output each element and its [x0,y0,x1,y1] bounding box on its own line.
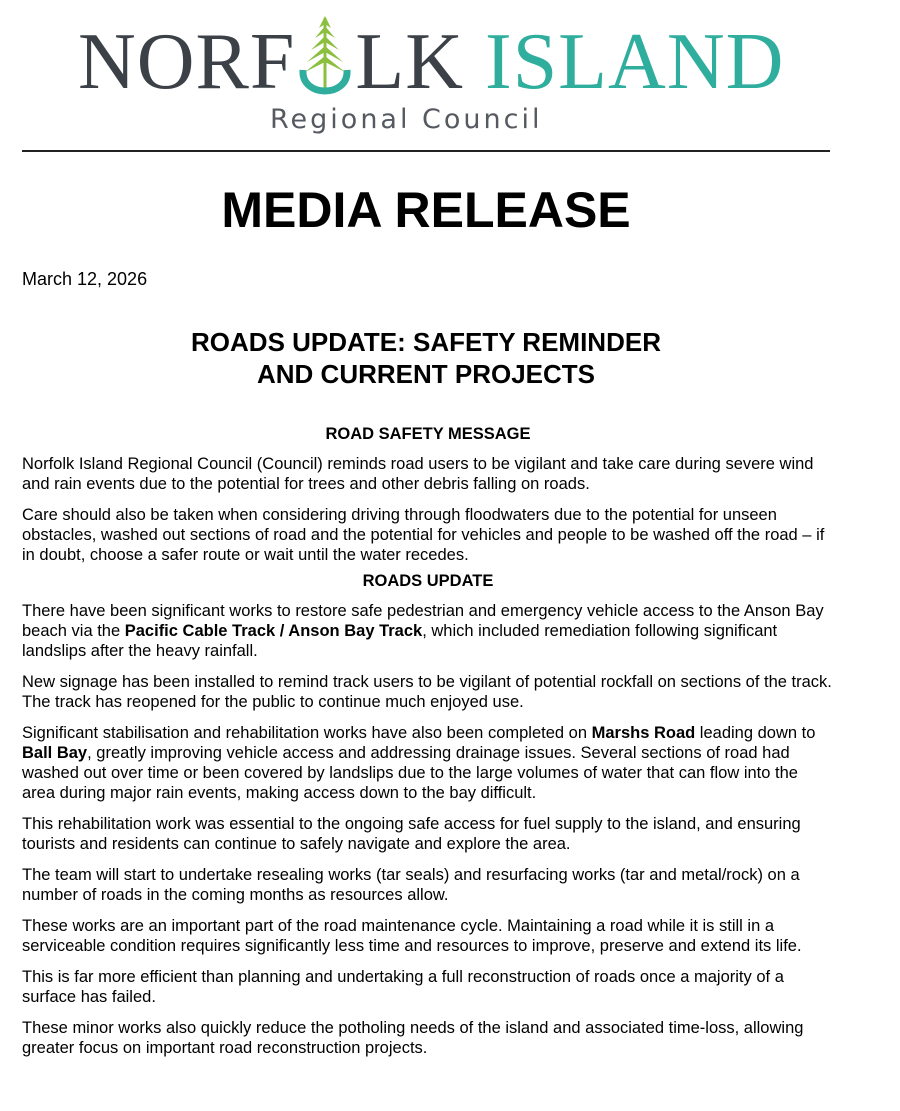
release-date: March 12, 2026 [22,269,148,289]
paragraph-text: , which included remediation following significant landslips after the heavy rainfall. [22,622,778,660]
headline-line-2: AND CURRENT PROJECTS [256,359,596,389]
paragraph-text: leading down to [695,724,816,742]
release-headline [0,326,852,390]
paragraph: This rehabilitation work was essential to the ongoing safe access for fuel supply to the island, and ensuring tourists and residents can continue to safely navigate and explore the area. [22,815,801,853]
paragraph: Care should also be taken when considering driving through floodwaters due to the potential for unseen obstacles, washed out sections of road and the potential for vehicles and people to be washed off the road – if in doubt, choose a safer route or wait until the water recedes. [22,506,825,564]
section-title-roads-update: ROADS UPDATE [362,572,494,590]
logo-word-island: ISLAND [485,18,785,106]
bold-road-name: Marshs Road [591,724,696,742]
bold-bay-name: Ball Bay [22,744,88,762]
section-title-road-safety: ROAD SAFETY MESSAGE [325,425,531,443]
paragraph: These works are an important part of the road maintenance cycle. Maintaining a road while it is still in a serviceable condition requires significantly less time and resources to improve, preserve and extend its life. [22,917,802,955]
letterhead [0,0,900,152]
paragraph: These minor works also quickly reduce the potholing needs of the island and associated time-loss, allowing greater focus on important road reconstruction projects. [22,1019,804,1057]
document-title: MEDIA RELEASE [221,182,631,238]
council-logo [78,18,785,106]
paragraph: New signage has been installed to remind track users to be vigilant of potential rockfall on sections of the track. The track has reopened for the public to continue much enjoyed use. [22,673,832,711]
paragraph-text: , greatly improving vehicle access and addressing drainage issues. Several sections of road had washed out over time or been covered by landslips due to the large volumes of water that can flow into the area during major rain events, making access down to the bay difficult. [22,744,798,802]
pine-tree-icon [295,22,355,102]
paragraph-text: There have been significant works to restore safe pedestrian and emergency vehicle access to the Anson Bay beach via the [22,602,824,640]
paragraph: This is far more efficient than planning and undertaking a full reconstruction of roads once a majority of a surface has failed. [22,968,784,1006]
logo-word-norf: NORF [78,18,296,106]
headline-line-1: ROADS UPDATE: SAFETY REMINDER [191,327,661,357]
paragraph [22,723,834,803]
paragraph [22,601,834,661]
bold-track-name: Pacific Cable Track / Anson Bay Track [124,622,423,640]
logo-word-lk: LK [355,18,465,106]
paragraph: Norfolk Island Regional Council (Council) reminds road users to be vigilant and take care during severe wind and rain events due to the potential for trees and other debris falling on roads. [22,455,814,493]
logo-subtitle: Regional Council [270,104,543,135]
paragraph-text: Significant stabilisation and rehabilitation works have also been completed on [22,724,592,742]
paragraph: The team will start to undertake resealing works (tar seals) and resurfacing works (tar and metal/rock) on a number of roads in the coming months as resources allow. [22,866,800,904]
release-body [22,424,834,1069]
header-divider [22,150,830,152]
